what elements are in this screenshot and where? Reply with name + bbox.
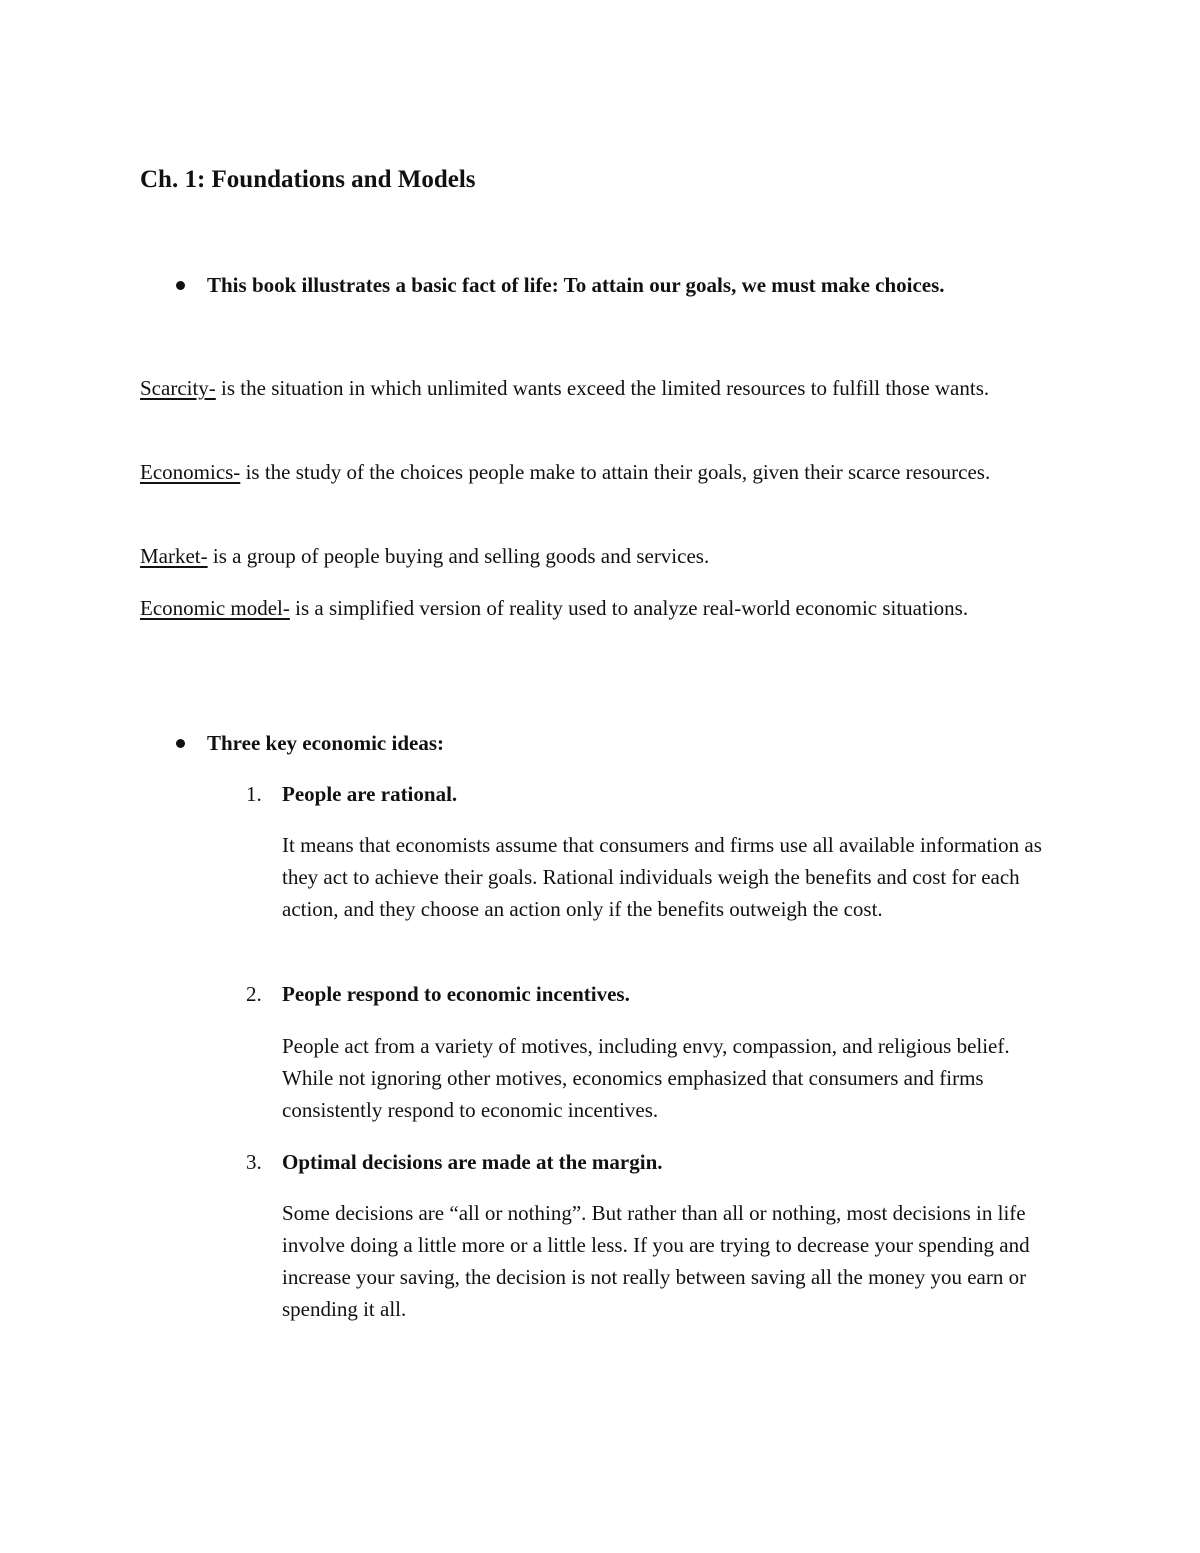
definition-text: is a group of people buying and selling goods and services. — [207, 544, 710, 568]
list-number: 3. — [246, 1150, 262, 1174]
idea-1-text: It means that economists assume that consumers and firms use all available information as they act to achieve their goals. Rational individuals weigh the benefits and cost for each action, and they choose an action only if the benefits outweigh the cost. — [282, 833, 1042, 921]
definition-term: Economics- — [140, 460, 241, 484]
idea-2-heading — [246, 978, 630, 1010]
definition-economics — [140, 456, 1040, 488]
bullet-item-key-ideas — [176, 727, 444, 759]
definition-term: Economic model- — [140, 596, 290, 620]
idea-2-text: People act from a variety of motives, including envy, compassion, and religious belief. While not ignoring other motives, economics emphasized that consumers and firms consistently respond to economic incentives. — [282, 1034, 1010, 1122]
idea-title: People are rational. — [282, 782, 458, 806]
idea-title: Optimal decisions are made at the margin. — [282, 1150, 663, 1174]
idea-3-text: Some decisions are “all or nothing”. But rather than all or nothing, most decisions in life involve doing a little more or a little less. If you are trying to decrease your spending and increase your saving, the decision is not really between saving all the money you earn or spending it all. — [282, 1201, 1030, 1321]
definition-scarcity — [140, 372, 1040, 404]
bullet-item-intro — [176, 269, 945, 301]
idea-title: People respond to economic incentives. — [282, 982, 630, 1006]
idea-3-heading — [246, 1146, 663, 1178]
list-number: 1. — [246, 782, 262, 806]
definition-market — [140, 540, 1040, 572]
definition-text: is a simplified version of reality used to analyze real-world economic situations. — [289, 596, 969, 620]
bullet-text: This book illustrates a basic fact of life: To attain our goals, we must make choices. — [207, 273, 945, 297]
definition-term: Scarcity- — [140, 376, 216, 400]
page-title: Ch. 1: Foundations and Models — [140, 166, 476, 193]
definition-text: is the situation in which unlimited wants exceed the limited resources to fulfill those wants. — [215, 376, 990, 400]
definition-term: Market- — [140, 544, 208, 568]
bullet-dot-icon — [176, 281, 185, 290]
definition-economic-model — [140, 592, 1040, 624]
bullet-text: Three key economic ideas: — [207, 731, 444, 755]
list-number: 2. — [246, 982, 262, 1006]
definition-text: is the study of the choices people make to attain their goals, given their scarce resources. — [240, 460, 991, 484]
idea-1-heading — [246, 778, 457, 810]
bullet-dot-icon — [176, 739, 185, 748]
